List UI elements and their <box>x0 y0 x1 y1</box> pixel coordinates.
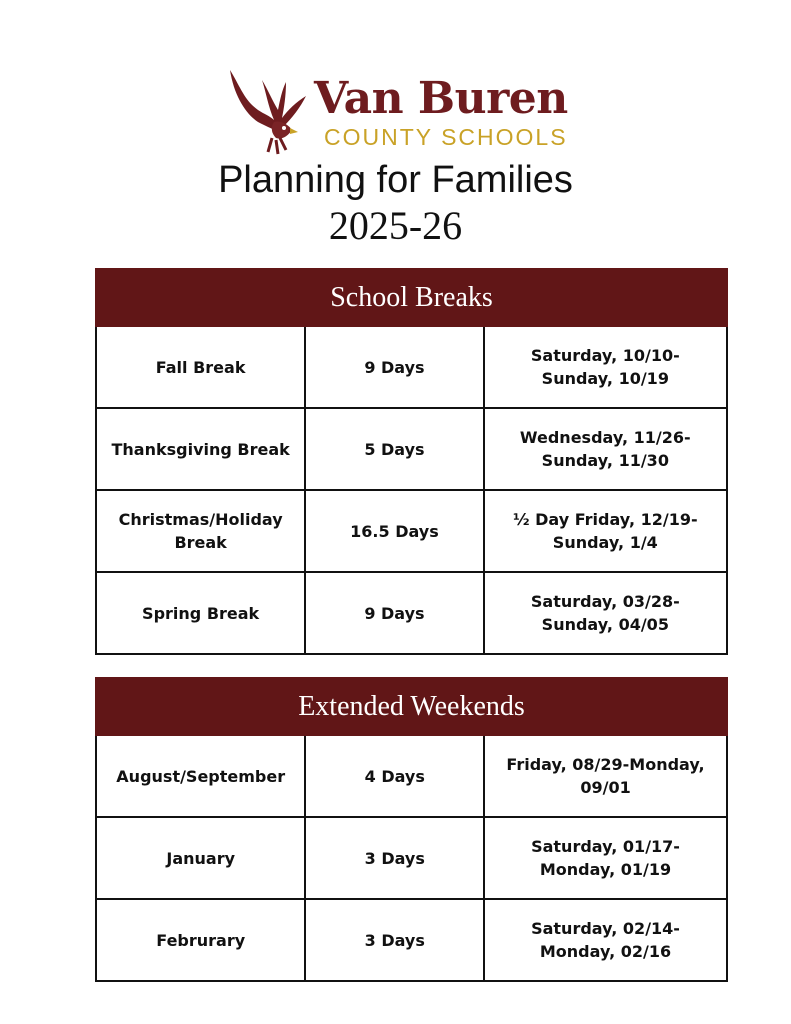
break-dates: Saturday, 10/10- Sunday, 10/19 <box>484 326 727 408</box>
break-dates: Wednesday, 11/26- Sunday, 11/30 <box>484 408 727 490</box>
table-row <box>96 326 727 408</box>
school-breaks-table <box>95 268 728 655</box>
school-breaks-header: School Breaks <box>96 269 727 326</box>
break-days: 9 Days <box>305 572 483 654</box>
table-row <box>96 490 727 572</box>
break-days: 9 Days <box>305 326 483 408</box>
extended-weekends-table <box>95 677 728 982</box>
weekend-days: 3 Days <box>305 899 484 981</box>
weekend-dates: Saturday, 01/17-Monday, 01/19 <box>484 817 727 899</box>
table-row <box>96 408 727 490</box>
break-dates: ½ Day Friday, 12/19- Sunday, 1/4 <box>484 490 727 572</box>
table-row <box>96 572 727 654</box>
table-row <box>96 817 727 899</box>
break-dates: Saturday, 03/28- Sunday, 04/05 <box>484 572 727 654</box>
extended-weekends-header: Extended Weekends <box>96 678 727 735</box>
table-row <box>96 899 727 981</box>
weekend-name: August/September <box>96 735 305 817</box>
logo-subtitle: COUNTY SCHOOLS <box>324 124 568 150</box>
logo-name: Van Buren <box>314 73 568 124</box>
break-name: Thanksgiving Break <box>96 408 305 490</box>
weekend-name: January <box>96 817 305 899</box>
weekend-name: Februrary <box>96 899 305 981</box>
break-days: 16.5 Days <box>305 490 483 572</box>
page-title: Planning for Families <box>218 159 573 201</box>
weekend-days: 3 Days <box>305 817 484 899</box>
page-year: 2025-26 <box>328 203 463 248</box>
break-days: 5 Days <box>305 408 483 490</box>
eagle-icon <box>222 66 322 156</box>
table-row <box>96 735 727 817</box>
break-name: Christmas/Holiday Break <box>96 490 305 572</box>
school-logo <box>222 66 592 156</box>
weekend-days: 4 Days <box>305 735 484 817</box>
weekend-dates: Friday, 08/29-Monday, 09/01 <box>484 735 727 817</box>
weekend-dates: Saturday, 02/14- Monday, 02/16 <box>484 899 727 981</box>
break-name: Spring Break <box>96 572 305 654</box>
break-name: Fall Break <box>96 326 305 408</box>
